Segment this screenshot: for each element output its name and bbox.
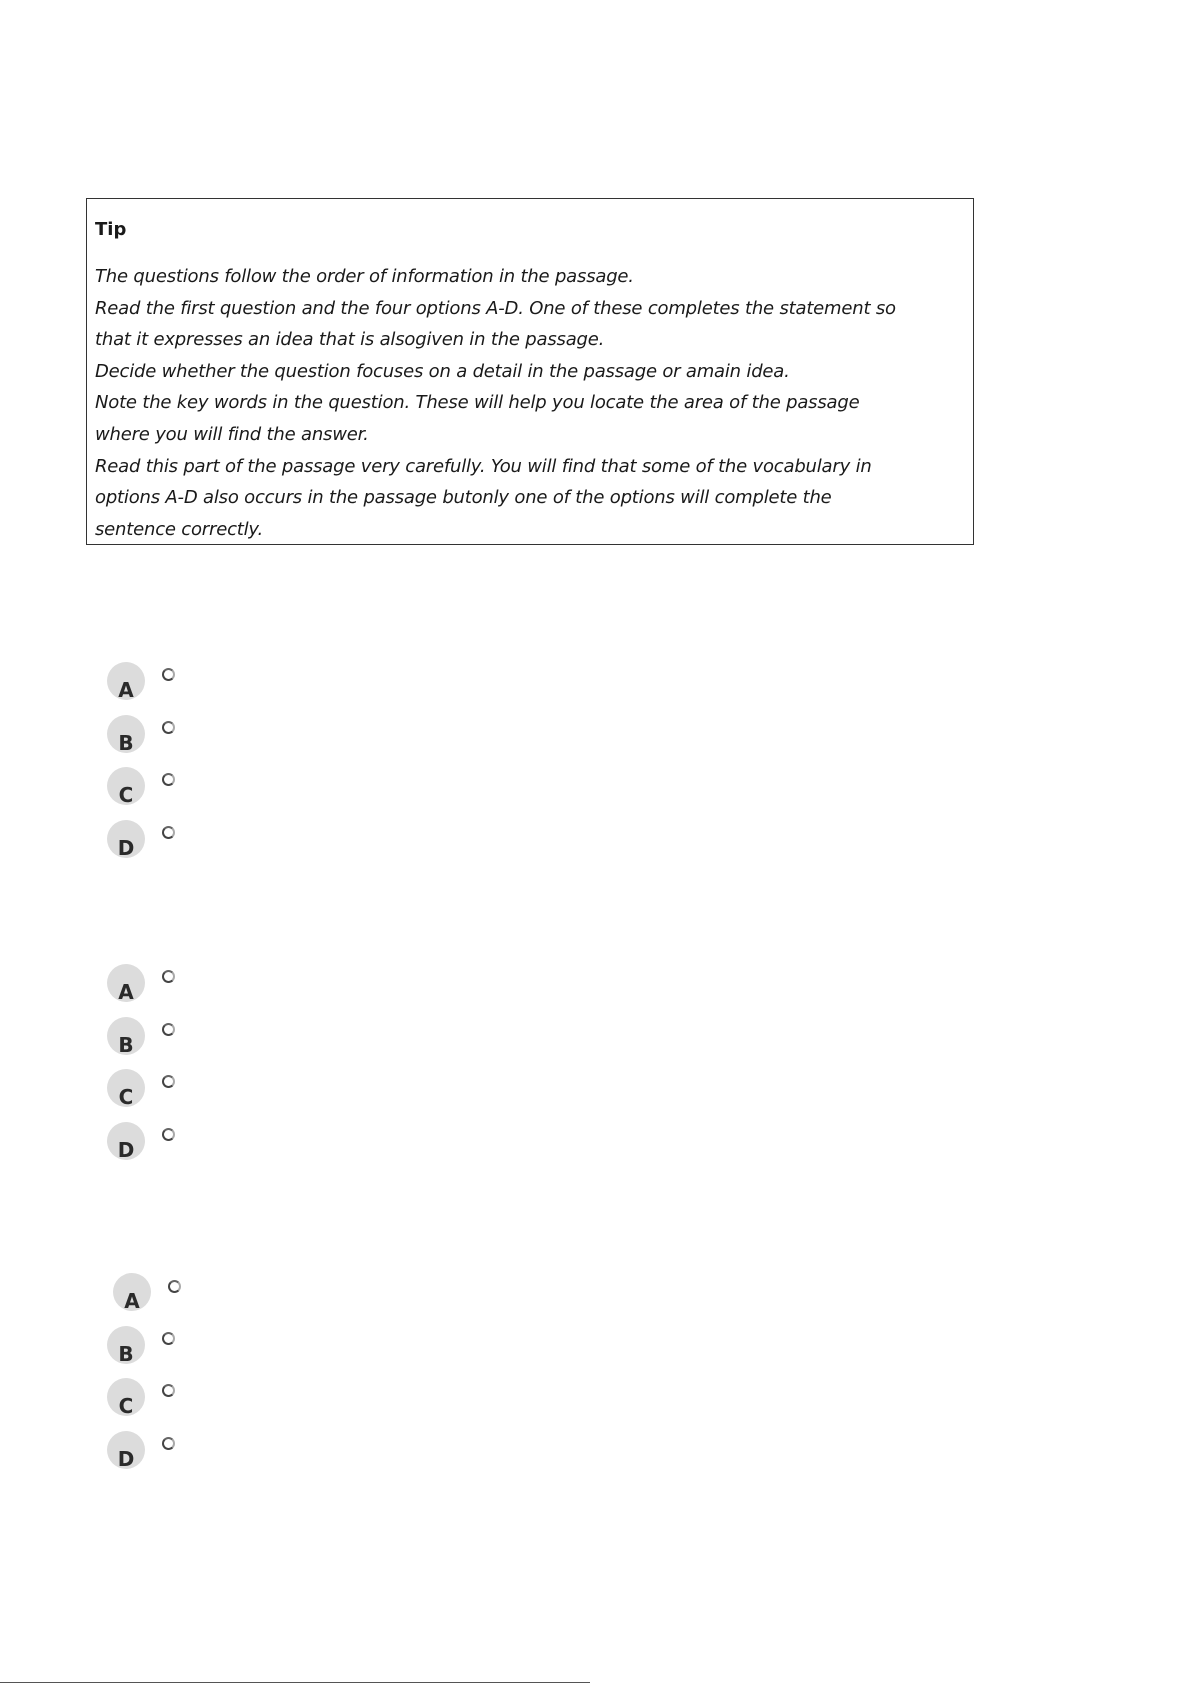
- tip-line: sentence correctly.: [95, 518, 264, 540]
- question-2-options: [107, 964, 227, 1174]
- radio-button[interactable]: [162, 1332, 175, 1345]
- radio-button[interactable]: [162, 1075, 175, 1088]
- option-letter-badge: [113, 1273, 151, 1311]
- option-letter-badge: [107, 964, 145, 1002]
- question-3-options: [107, 1273, 227, 1483]
- tip-line: Read this part of the passage very carefully. You will find that some of the vocabulary in: [95, 455, 872, 477]
- tip-line: that it expresses an idea that is alsogiven in the passage.: [95, 329, 605, 351]
- radio-button[interactable]: [162, 721, 175, 734]
- option-letter-badge: [107, 715, 145, 753]
- option-letter-badge: [107, 1017, 145, 1055]
- option-letter: A: [118, 678, 134, 700]
- tip-body: [95, 261, 965, 545]
- tip-line: Read the first question and the four options A-D. One of these completes the statement so: [95, 297, 896, 319]
- option-row[interactable]: [107, 767, 227, 820]
- option-row[interactable]: [107, 715, 227, 768]
- radio-button[interactable]: [162, 668, 175, 681]
- option-letter-badge: [107, 662, 145, 700]
- radio-button[interactable]: [162, 1023, 175, 1036]
- radio-button[interactable]: [162, 1128, 175, 1141]
- option-letter: D: [117, 835, 135, 858]
- option-letter: C: [118, 783, 134, 805]
- question-1-options: [107, 662, 227, 872]
- option-row[interactable]: [107, 1122, 227, 1175]
- radio-button[interactable]: [162, 826, 175, 839]
- radio-button[interactable]: [162, 773, 175, 786]
- option-row[interactable]: [107, 1378, 227, 1431]
- option-letter: A: [124, 1289, 140, 1311]
- option-letter: D: [117, 1446, 135, 1469]
- option-row[interactable]: [107, 1017, 227, 1070]
- radio-button[interactable]: [162, 1437, 175, 1450]
- option-row[interactable]: [107, 1069, 227, 1122]
- option-letter: C: [118, 1394, 134, 1416]
- option-letter: B: [118, 1032, 134, 1055]
- tip-line: options A-D also occurs in the passage butonly one of the options will complete the: [95, 487, 832, 509]
- radio-button[interactable]: [168, 1280, 181, 1293]
- option-letter: B: [118, 1341, 134, 1364]
- option-letter-badge: [107, 1122, 145, 1160]
- option-letter-badge: [107, 767, 145, 805]
- option-letter: B: [118, 730, 134, 753]
- option-row[interactable]: [107, 662, 227, 715]
- option-letter-badge: [107, 820, 145, 858]
- footer-divider: [0, 1682, 590, 1683]
- option-letter: A: [118, 980, 134, 1002]
- option-letter-badge: [107, 1431, 145, 1469]
- option-letter-badge: [107, 1326, 145, 1364]
- option-row[interactable]: [107, 820, 227, 873]
- footer-cropped-text-artifact: [592, 1678, 1191, 1685]
- option-letter: C: [118, 1085, 134, 1107]
- option-letter-badge: [107, 1378, 145, 1416]
- tip-line: where you will find the answer.: [95, 423, 369, 445]
- radio-button[interactable]: [162, 1384, 175, 1397]
- tip-line: The questions follow the order of information in the passage.: [95, 266, 634, 287]
- radio-button[interactable]: [162, 970, 175, 983]
- option-letter-badge: [107, 1069, 145, 1107]
- option-row[interactable]: [107, 1273, 227, 1326]
- option-row[interactable]: [107, 1326, 227, 1379]
- option-row[interactable]: [107, 964, 227, 1017]
- tip-title: Tip: [95, 219, 127, 240]
- option-row[interactable]: [107, 1431, 227, 1484]
- tip-box: [86, 198, 974, 545]
- tip-line: Note the key words in the question. These will help you locate the area of the passage: [95, 392, 860, 414]
- tip-line: Decide whether the question focuses on a detail in the passage or amain idea.: [95, 360, 790, 382]
- option-letter: D: [117, 1137, 135, 1160]
